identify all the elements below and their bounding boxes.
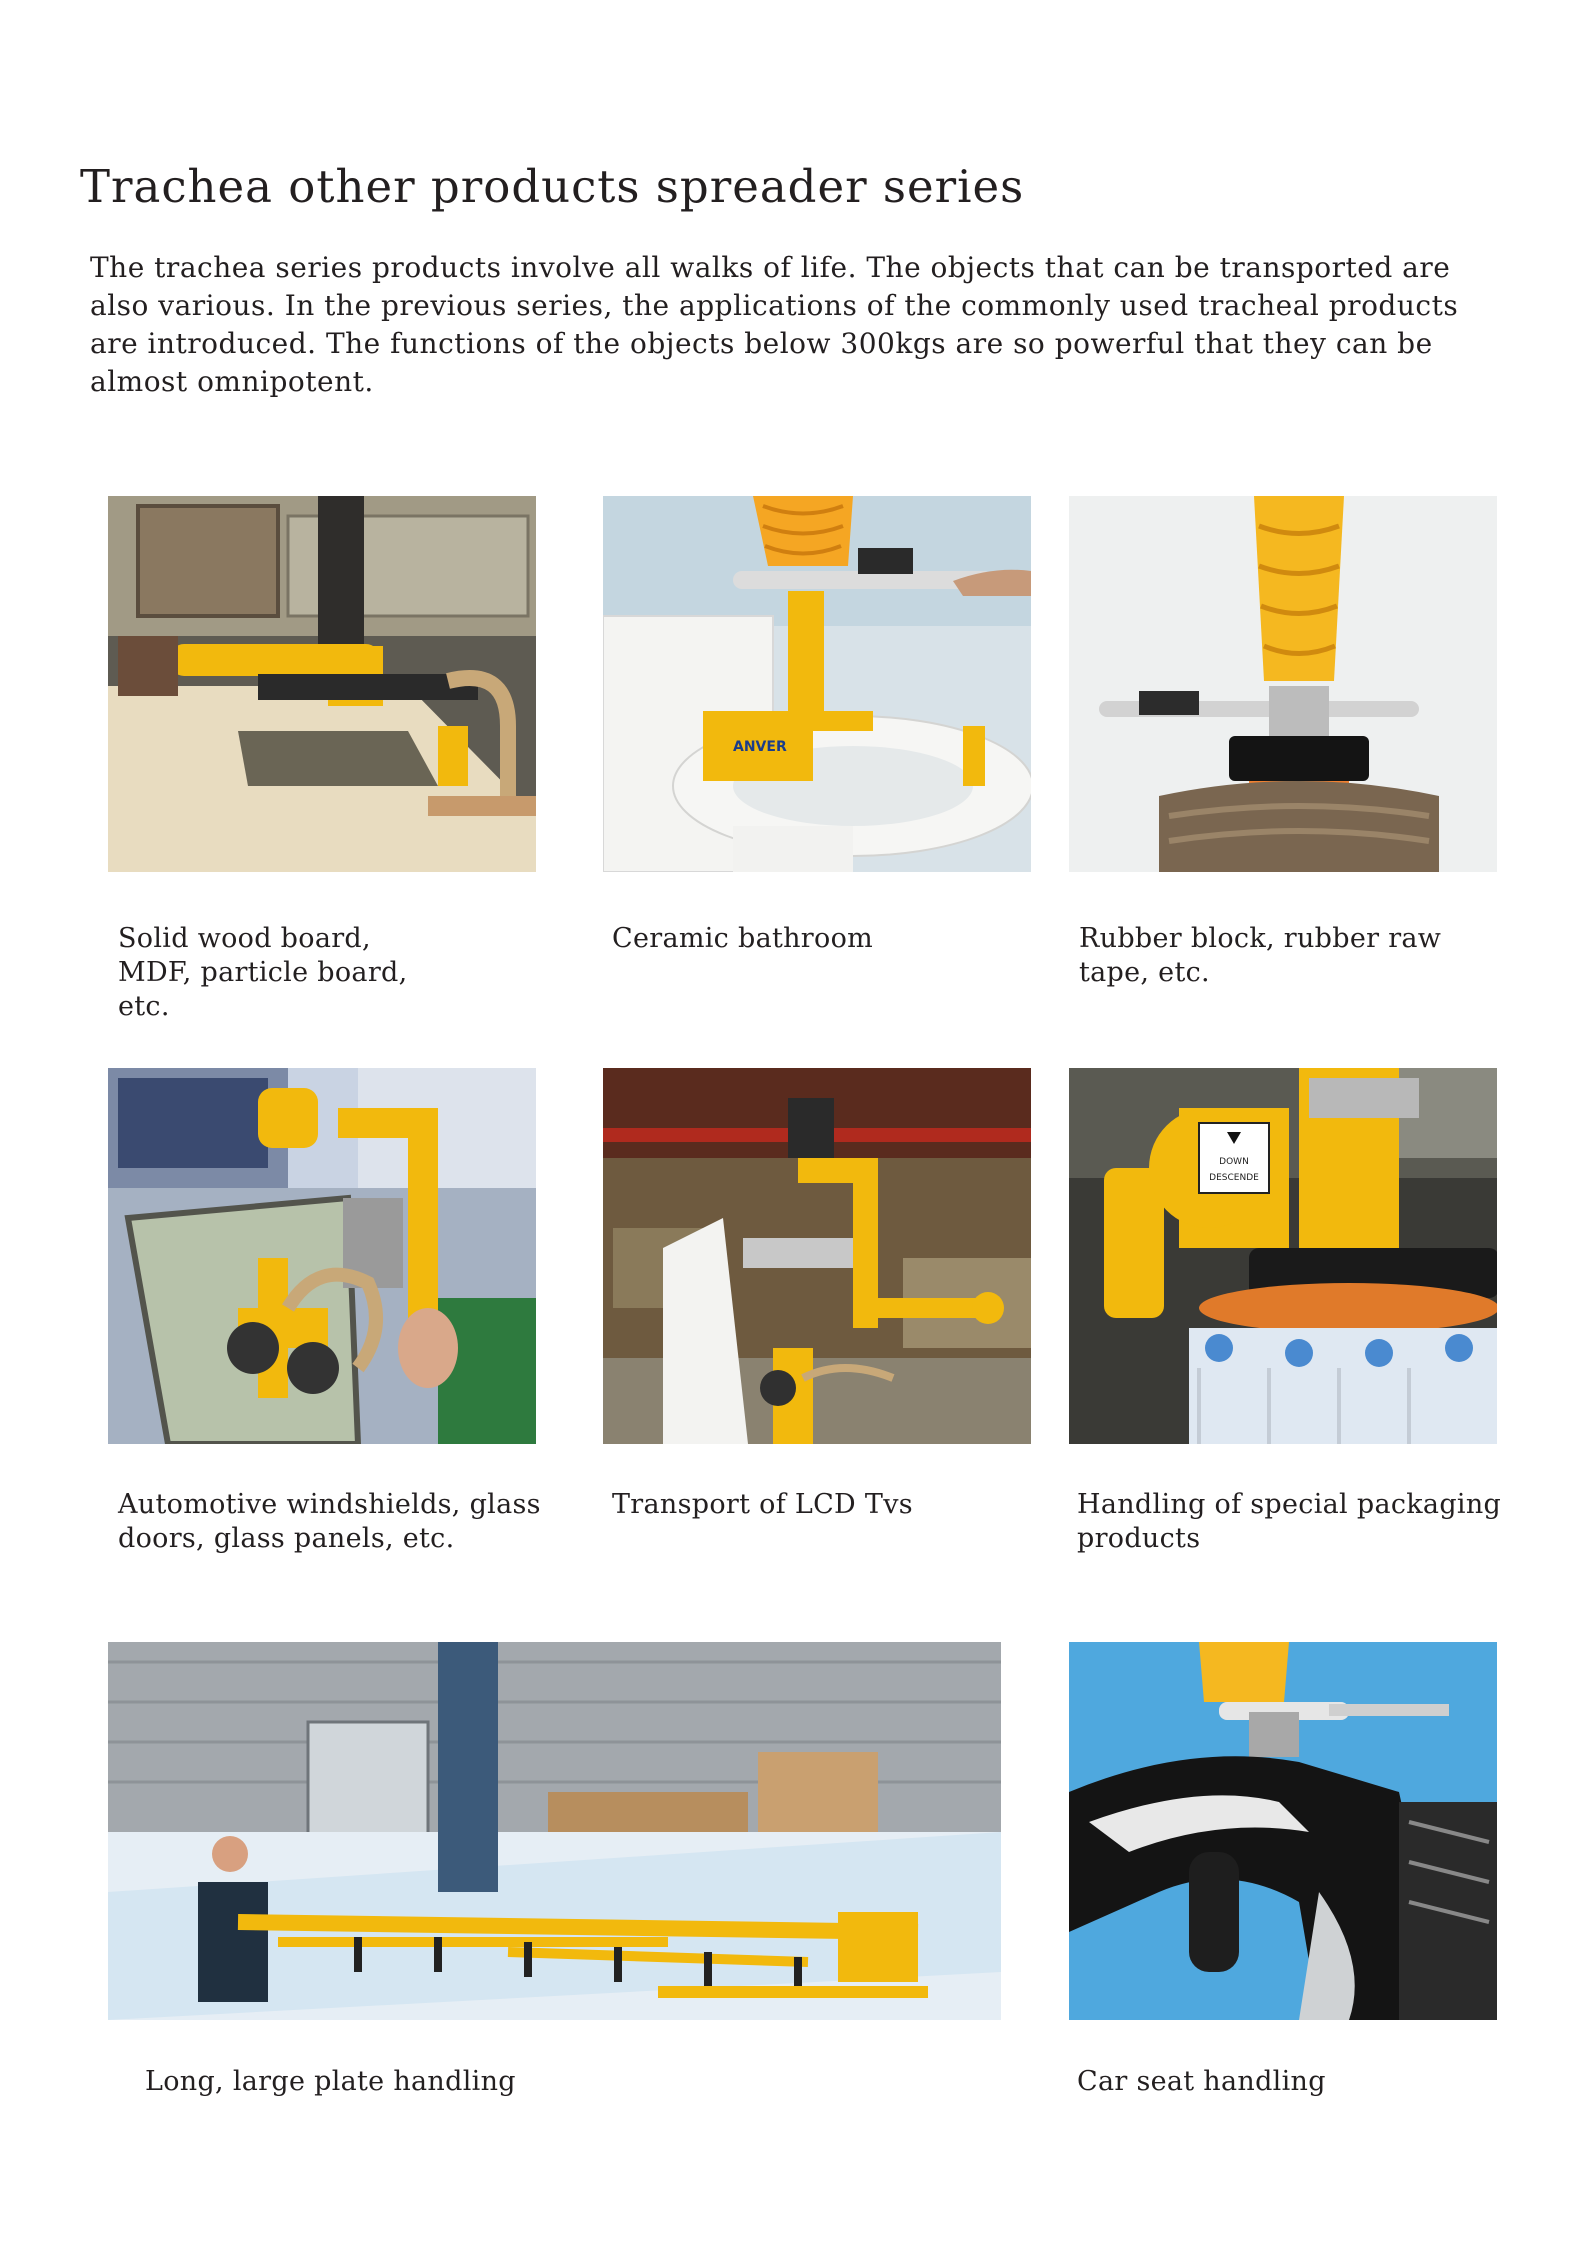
carton-label-top: DOWN: [1219, 1157, 1249, 1167]
caption-long-plate: Long, large plate handling: [145, 2066, 516, 2097]
intro-paragraph: The trachea series products involve all walks of life. The objects that can be transported are also various. In the previous series, the applications of the commonly used tracheal products are introduced. The functions of the objects below 300kgs are so powerful that they can be almost omnipotent.: [90, 251, 1459, 398]
carton-label-bottom: DESCENDE: [1209, 1173, 1259, 1183]
toilet-brand-label: ANVER: [733, 739, 787, 755]
long-plate-handling-photo: [108, 1642, 1001, 2020]
page-title: Trachea other products spreader series: [80, 160, 1025, 213]
caption-lcd-tv: Transport of LCD Tvs: [612, 1489, 913, 1520]
wood-board-lifting-photo: [108, 496, 536, 872]
car-seat-handling-photo: [1069, 1642, 1497, 2020]
caption-ceramic-bathroom: Ceramic bathroom: [612, 923, 874, 954]
ceramic-toilet-lifting-photo: [603, 496, 1031, 872]
caption-automotive-glass: Automotive windshields, glass doors, glass panels, etc.: [118, 1489, 541, 1554]
lcd-tv-transport-photo: [603, 1068, 1031, 1444]
glass-panel-lifting-photo: [108, 1068, 536, 1444]
caption-special-packaging: Handling of special packaging products: [1077, 1489, 1502, 1554]
packaging-handling-photo: [1069, 1068, 1497, 1444]
rubber-block-lifting-photo: [1069, 496, 1497, 872]
caption-car-seat: Car seat handling: [1077, 2066, 1326, 2097]
caption-rubber-block: Rubber block, rubber raw tape, etc.: [1079, 923, 1442, 988]
caption-wood-board: Solid wood board, MDF, particle board, etc.: [118, 923, 408, 1022]
